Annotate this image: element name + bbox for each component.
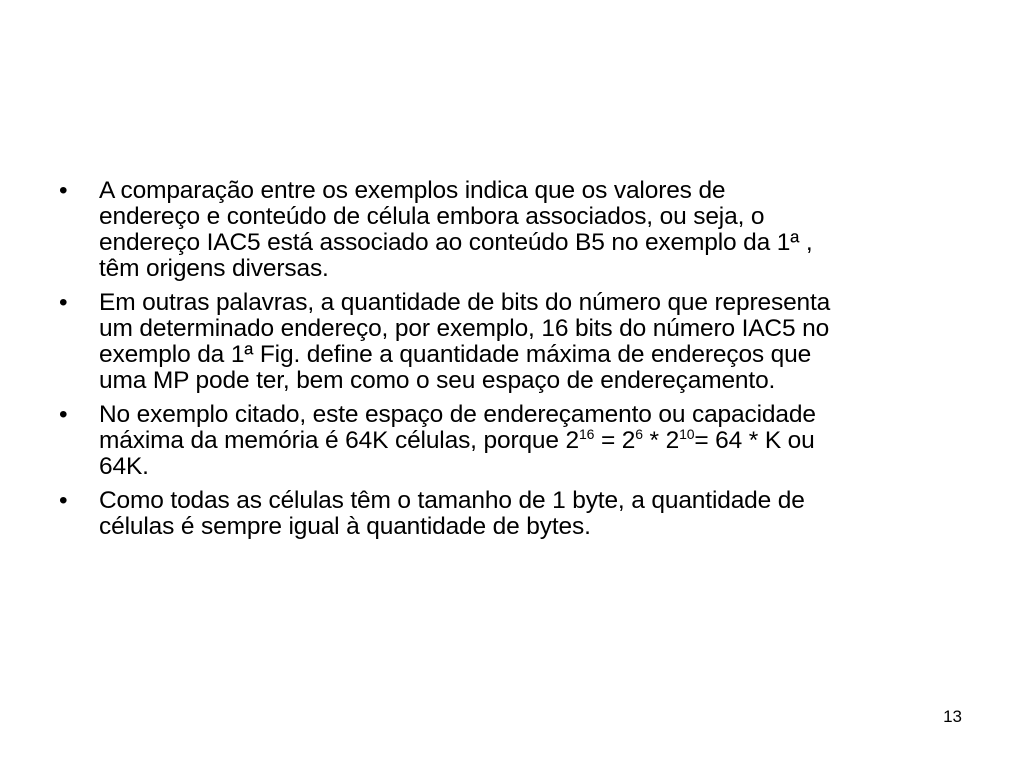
bullet-3-text-d: = 64 * K ou bbox=[694, 427, 815, 454]
bullet-item-3 bbox=[56, 402, 976, 480]
bullet-2-line-1: Em outras palavras, a quantidade de bits do número que representa bbox=[99, 289, 831, 316]
bullet-3-line-2 bbox=[99, 428, 976, 454]
bullet-3-text-b: = 2 bbox=[594, 427, 636, 454]
bullet-2-line-4: uma MP pode ter, bem como o seu espaço de endereçamento. bbox=[99, 367, 776, 394]
exponent-10: 10 bbox=[679, 426, 695, 442]
bullet-2-line-3: exemplo da 1ª Fig. define a quantidade máxima de endereços que bbox=[99, 341, 812, 368]
bullet-3-line-3: 64K. bbox=[99, 453, 149, 480]
bullet-3-text-c: * 2 bbox=[642, 427, 680, 454]
bullet-icon: • bbox=[59, 401, 68, 428]
bullet-icon: • bbox=[59, 177, 68, 204]
bullet-icon: • bbox=[59, 487, 68, 514]
bullet-3-line-1: No exemplo citado, este espaço de endereçamento ou capacidade bbox=[99, 401, 816, 428]
bullet-4-line-1: Como todas as células têm o tamanho de 1 byte, a quantidade de bbox=[99, 487, 805, 514]
bullet-item-4 bbox=[56, 488, 976, 540]
bullet-icon: • bbox=[59, 289, 68, 316]
bullet-3-text-a: máxima da memória é 64K células, porque 2 bbox=[99, 427, 580, 454]
bullet-1-line-3: endereço IAC5 está associado ao conteúdo B5 no exemplo da 1ª , bbox=[99, 229, 813, 256]
bullet-list bbox=[56, 178, 976, 548]
exponent-6: 6 bbox=[635, 426, 643, 442]
exponent-16: 16 bbox=[579, 426, 595, 442]
bullet-item-2 bbox=[56, 290, 976, 394]
page-number: 13 bbox=[943, 707, 962, 726]
bullet-1-line-2: endereço e conteúdo de célula embora associados, ou seja, o bbox=[99, 203, 765, 230]
bullet-1-line-1: A comparação entre os exemplos indica que os valores de bbox=[99, 177, 726, 204]
bullet-2-line-2: um determinado endereço, por exemplo, 16 bits do número IAC5 no bbox=[99, 315, 830, 342]
bullet-item-1 bbox=[56, 178, 976, 282]
bullet-4-line-2: células é sempre igual à quantidade de bytes. bbox=[99, 513, 591, 540]
bullet-1-line-4: têm origens diversas. bbox=[99, 255, 329, 282]
